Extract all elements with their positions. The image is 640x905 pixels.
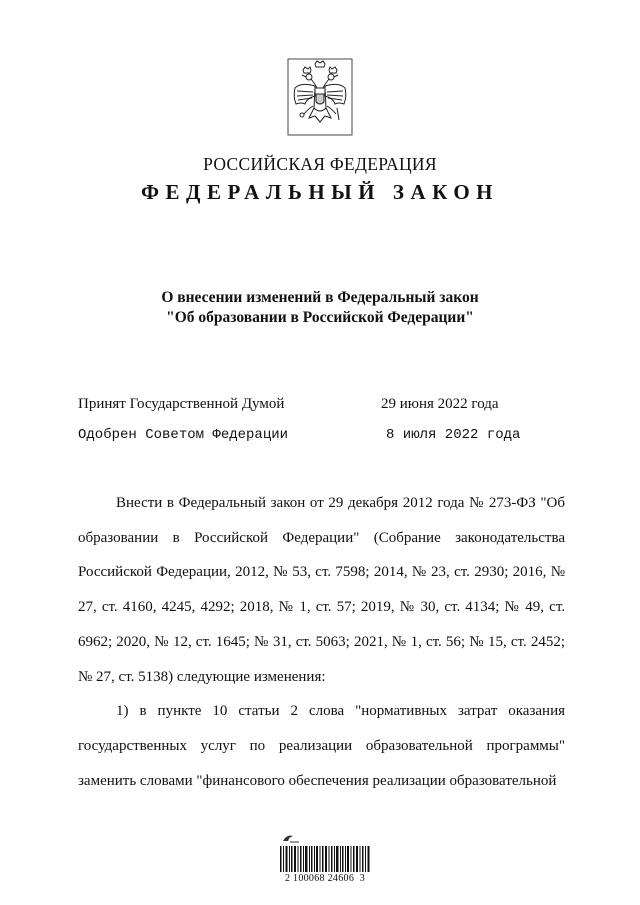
council-approval-date: 8 июля 2022 года bbox=[386, 427, 521, 443]
law-title-line-2: "Об образовании в Российской Федерации" bbox=[166, 309, 474, 326]
country-heading: РОССИЙСКАЯ ФЕДЕРАЦИЯ bbox=[203, 154, 437, 174]
body-paragraph-2: 1) в пункте 10 статьи 2 слова "нормативных затрат оказания государственных услуг по реализации образовательной программы" заменить словами "финансового обеспечения реализации образовательной bbox=[78, 703, 565, 789]
law-body bbox=[78, 486, 565, 798]
coat-of-arms-icon bbox=[287, 58, 353, 136]
law-title bbox=[0, 288, 640, 328]
law-title-line-1: О внесении изменений в Федеральный закон bbox=[161, 289, 479, 306]
council-approval-label: Одобрен Советом Федерации bbox=[78, 427, 289, 443]
printer-logo-icon bbox=[281, 832, 301, 844]
duma-adoption-label: Принят Государственной Думой bbox=[78, 396, 285, 412]
body-paragraph-1: Внести в Федеральный закон от 29 декабря 2012 года № 273-ФЗ "Об образовании в Российской Федерации" (Собрание законодательства Российской Федерации, 2012, № 53, ст. 7598; 2014, № 23, ст. 2930; 2016, № 27, ст. 4160, 4245, 4292; 2018, № 1, ст. 57; 2019, № 30, ст. 4134; № 49, ст. 6962; 2020, № 12, ст. 1645; № 31, ст. 5063; 2021, № 1, ст. 56; № 15, ст. 2452; № 27, ст. 5138) следующие изменения: bbox=[78, 495, 565, 685]
barcode-number: 2 100068 24606 3 bbox=[284, 873, 366, 884]
law-type-heading: ФЕДЕРАЛЬНЫЙ ЗАКОН bbox=[141, 180, 499, 204]
duma-adoption-date: 29 июня 2022 года bbox=[381, 396, 499, 412]
barcode-icon bbox=[280, 846, 370, 872]
